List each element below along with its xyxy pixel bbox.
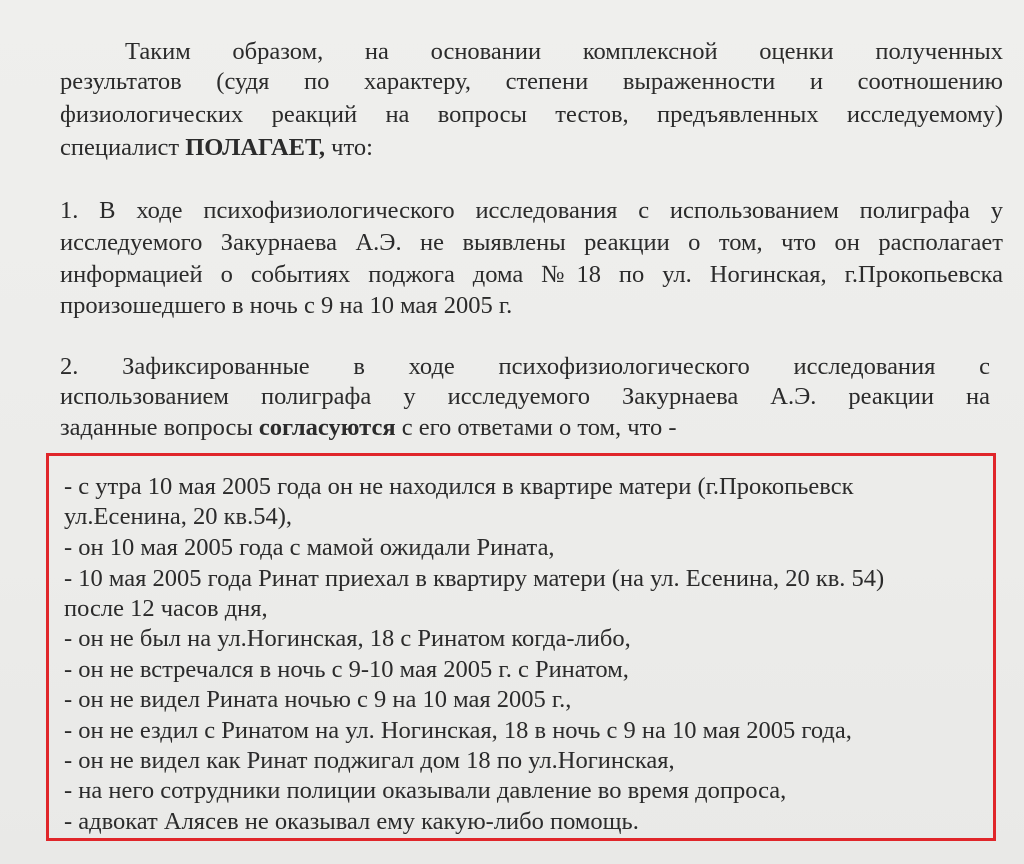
point1-line-2: исследуемого Закурнаева А.Э. не выявлены реакции о том, что он располагает	[60, 229, 1003, 256]
answer-line: - с утра 10 мая 2005 года он не находился в квартире матери (г.Прокопьевск	[64, 473, 854, 500]
point2-line-2: использованием полиграфа у исследуемого Закурнаева А.Э. реакции на	[60, 383, 990, 410]
answer-line: - он не видел Рината ночью с 9 на 10 мая 2005 г.,	[64, 686, 572, 713]
answer-line: - на него сотрудники полиции оказывали давление во время допроса,	[64, 777, 787, 804]
answer-line: - он не ездил с Ринатом на ул. Ногинская, 18 в ночь с 9 на 10 мая 2005 года,	[64, 717, 852, 744]
answer-line: - он не встречался в ночь с 9-10 мая 2005 г. с Ринатом,	[64, 656, 629, 683]
answer-line: после 12 часов дня,	[64, 595, 268, 622]
point2-line-3	[60, 413, 677, 443]
answer-line: - он 10 мая 2005 года с мамой ожидали Рината,	[64, 534, 555, 561]
point2-line-1: 2. Зафиксированные в ходе психофизиологического исследования с	[60, 353, 990, 380]
point1-line-1: 1. В ходе психофизиологического исследования с использованием полиграфа у	[60, 197, 1003, 224]
point1-line-3: информацией о событиях поджога дома №18 по ул. Ногинская, г.Прокопьевска	[60, 261, 1003, 288]
answer-line: - 10 мая 2005 года Ринат приехал в квартиру матери (на ул. Есенина, 20 кв. 54)	[64, 565, 885, 592]
conclusion-line-1: Таким образом, на основании комплексной оценки полученных	[125, 38, 1003, 65]
point2-keyword: согласуются	[258, 414, 396, 441]
point2-line-3-start: заданные вопросы	[60, 414, 259, 441]
point2-line-3-end: с его ответами о том, что -	[395, 414, 677, 441]
conclusion-line-2: результатов (судя по характеру, степени выраженности и соотношению	[60, 68, 1003, 95]
answer-line: - он не видел как Ринат поджигал дом 18 по ул.Ногинская,	[64, 747, 675, 774]
conclusion-line-4-end: что:	[325, 134, 373, 161]
conclusion-keyword: ПОЛАГАЕТ,	[185, 134, 326, 161]
conclusion-line-3: физиологических реакций на вопросы тестов, предъявленных исследуемому)	[60, 101, 1003, 128]
answer-line: ул.Есенина, 20 кв.54),	[64, 503, 293, 530]
answer-line: - адвокат Алясев не оказывал ему какую-либо помощь.	[64, 808, 639, 835]
answer-line: - он не был на ул.Ногинская, 18 с Ринатом когда-либо,	[64, 625, 631, 652]
conclusion-line-4	[60, 133, 373, 163]
point1-line-4: произошедшего в ночь с 9 на 10 мая 2005 г.	[60, 292, 513, 319]
conclusion-line-4-start: специалист	[60, 134, 186, 161]
